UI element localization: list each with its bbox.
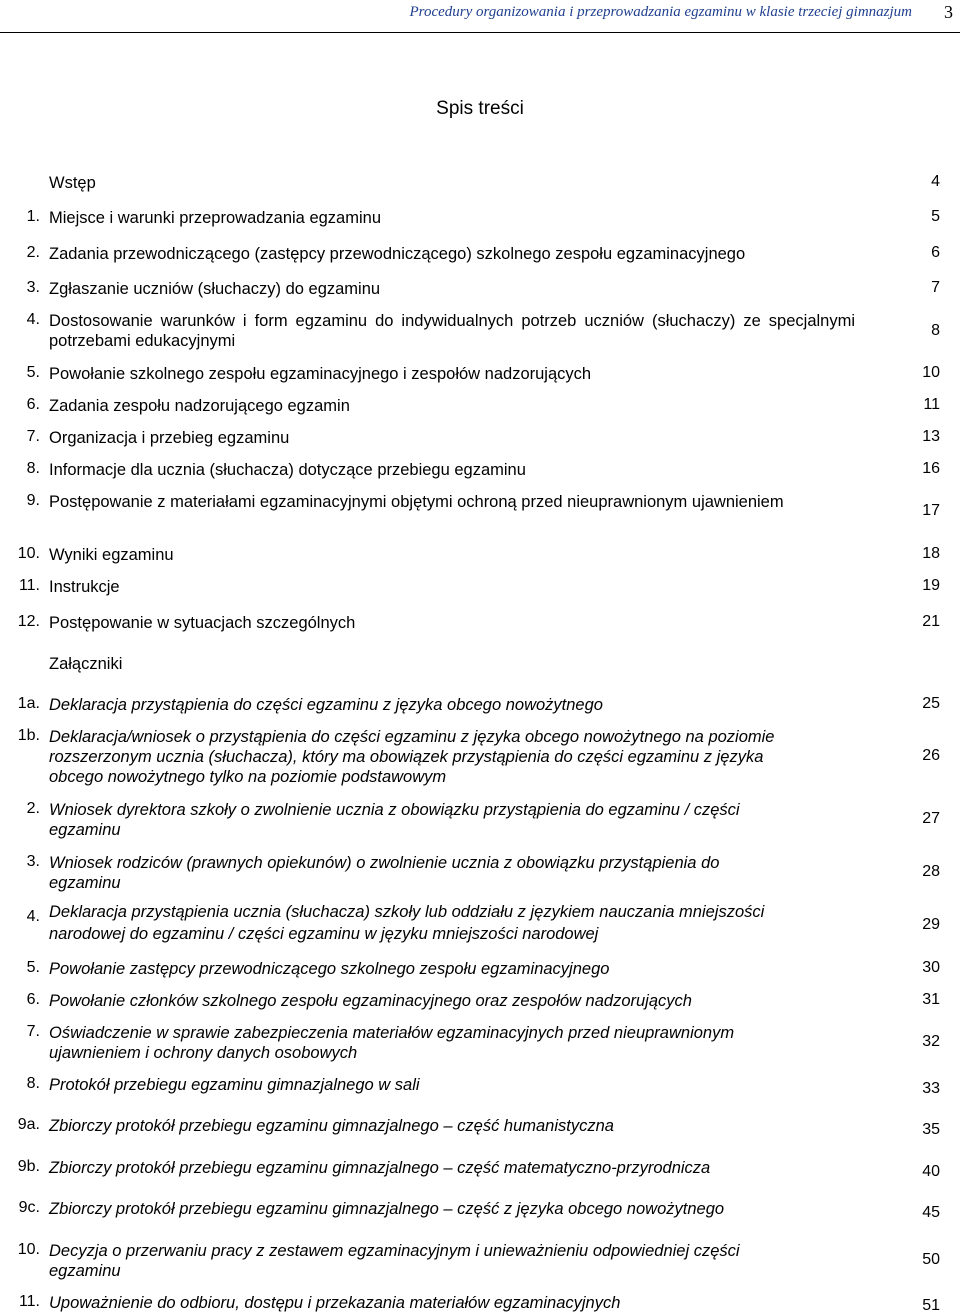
toc-entry-page: 10 <box>922 364 940 381</box>
toc-entry-page: 16 <box>922 460 940 477</box>
toc-entry-text: Zbiorczy protokół przebiegu egzaminu gimnazjalnego – część humanistyczna <box>49 1117 614 1135</box>
toc-entry-text: Upoważnienie do odbioru, dostępu i przekazania materiałów egzaminacyjnych <box>49 1294 621 1312</box>
toc-entry-page: 13 <box>922 428 940 445</box>
toc-entry-page: 27 <box>922 810 940 827</box>
toc-entry-number: 5. <box>26 959 40 976</box>
toc-entry-page: 40 <box>922 1163 940 1180</box>
toc-entry-number: 9a. <box>17 1116 40 1133</box>
toc-entry-number: 4. <box>26 311 40 328</box>
toc-entry-text: Instrukcje <box>49 578 120 596</box>
toc-entry-number: 3. <box>26 279 40 296</box>
toc-entry-text: Postępowanie z materiałami egzaminacyjnymi objętymi ochroną przed nieuprawnionym ujawnieniem <box>49 493 784 511</box>
toc-entry-page: 17 <box>922 502 940 519</box>
toc-entry-text: Zgłaszanie uczniów (słuchaczy) do egzaminu <box>49 280 381 298</box>
toc-entry-number: 2. <box>26 800 40 817</box>
toc-entry-page: 4 <box>931 173 940 190</box>
toc-entry-number: 5. <box>26 364 40 381</box>
toc-entry-page: 18 <box>922 545 940 562</box>
toc-entry-number: 1. <box>26 208 40 225</box>
toc-entry-number: 4. <box>26 908 40 925</box>
toc-entry-page: 50 <box>922 1251 940 1268</box>
toc-entry-page: 8 <box>931 322 940 339</box>
toc-entry-number: 9b. <box>17 1158 40 1175</box>
toc-entry-number: 9c. <box>18 1199 40 1216</box>
toc-entry-page: 26 <box>922 747 940 764</box>
toc-entry-text: Wniosek rodziców (prawnych opiekunów) o zwolnienie ucznia z obowiązku przystąpienia do egzaminu <box>49 854 720 892</box>
toc-entry-text: Powołanie zastępcy przewodniczącego szkolnego zespołu egzaminacyjnego <box>49 960 610 978</box>
toc-entry-page: 51 <box>922 1297 940 1314</box>
toc-entry-number: 9. <box>26 492 40 509</box>
toc-entry-page: 31 <box>922 991 940 1008</box>
toc-entry-number: 11. <box>18 577 40 594</box>
running-header <box>0 2 960 30</box>
toc-entry-text: Zbiorczy protokół przebiegu egzaminu gimnazjalnego – część matematyczno-przyrodnicza <box>49 1159 711 1177</box>
toc-entry-page: 7 <box>931 279 940 296</box>
toc-entry-text: Deklaracja przystąpienia do części egzaminu z języka obcego nowożytnego <box>49 696 603 714</box>
attachments-heading: Załączniki <box>49 655 123 673</box>
toc-entry-number: 12. <box>17 613 40 630</box>
toc-entry-number: 6. <box>26 991 40 1008</box>
header-page-number: 3 <box>944 2 953 22</box>
toc-entry-text: Zadania zespołu nadzorującego egzamin <box>49 397 350 415</box>
toc-entry-number: 1b. <box>17 727 40 744</box>
header-title: Procedury organizowania i przeprowadzania egzaminu w klasie trzeciej gimnazjum <box>409 4 912 20</box>
toc-entry-page: 21 <box>922 613 940 630</box>
toc-entry-text: Zadania przewodniczącego (zastępcy przewodniczącego) szkolnego zespołu egzaminacyjnego <box>49 245 746 263</box>
toc-entry-page: 45 <box>922 1204 940 1221</box>
toc-title: Spis treści <box>436 98 524 119</box>
toc-entry-page: 30 <box>922 959 940 976</box>
toc-entry-text: Organizacja i przebieg egzaminu <box>49 429 290 447</box>
toc-entry-number: 11. <box>18 1293 40 1310</box>
toc-entry-number: 7. <box>26 428 40 445</box>
toc-entry-text: Dostosowanie warunków i form egzaminu do indywidualnych potrzeb uczniów (słuchaczy) ze specjalnymi potrzebami edukacyjnymi <box>49 312 855 350</box>
toc-entry-text: Decyzja o przerwaniu pracy z zestawem egzaminacyjnym i unieważnieniu odpowiedniej części egzaminu <box>49 1242 740 1280</box>
toc-entry-page: 33 <box>922 1080 940 1097</box>
toc-entry-text: Informacje dla ucznia (słuchacza) dotyczące przebiegu egzaminu <box>49 461 526 479</box>
toc-entry-text: Wyniki egzaminu <box>49 546 174 564</box>
toc-entry-page: 32 <box>922 1033 940 1050</box>
toc-entry-number: 2. <box>26 244 40 261</box>
toc-entry-number: 1a. <box>17 695 40 712</box>
toc-entry-text: Deklaracja/wniosek o przystąpienia do części egzaminu z języka obcego nowożytnego na poziomie rozszerzonym ucznia (słuchacza), który ma obowiązek przystąpienia do części egzaminu z języka obcego nowożytnego tylko na poziomie podstawowym <box>49 728 775 786</box>
toc-entry-page: 35 <box>922 1121 940 1138</box>
toc-entry-text: Zbiorczy protokół przebiegu egzaminu gimnazjalnego – część z języka obcego nowożytnego <box>49 1200 725 1218</box>
toc-entry-text: Oświadczenie w sprawie zabezpieczenia materiałów egzaminacyjnych przed nieuprawnionym ujawnieniem i ochrony danych osobowych <box>49 1024 735 1062</box>
toc-entry-page: 29 <box>922 916 940 933</box>
toc-entry-number: 6. <box>26 396 40 413</box>
toc-entry-text: Protokół przebiegu egzaminu gimnazjalnego w sali <box>49 1076 420 1094</box>
toc-entry-text: Miejsce i warunki przeprowadzania egzaminu <box>49 209 381 227</box>
header-rule <box>0 32 960 33</box>
toc-entry-page: 28 <box>922 863 940 880</box>
toc-entry-number: 8. <box>26 460 40 477</box>
toc-entry-text: Deklaracja przystąpienia ucznia (słuchacza) szkoły lub oddziału z językiem nauczania mniejszości narodowej do egzaminu / części egzaminu w języku mniejszości narodowej <box>49 903 765 943</box>
toc-entry-page: 25 <box>922 695 940 712</box>
toc-entry-number: 10. <box>17 1241 40 1258</box>
toc-entry-text: Powołanie członków szkolnego zespołu egzaminacyjnego oraz zespołów nadzorujących <box>49 992 692 1010</box>
toc-entry-page: 5 <box>931 208 940 225</box>
toc-entry-text: Postępowanie w sytuacjach szczególnych <box>49 614 356 632</box>
toc-entry-text: Wstęp <box>49 174 96 192</box>
toc-entry-page: 6 <box>931 244 940 261</box>
toc-entry-page: 19 <box>922 577 940 594</box>
toc-entry-page: 11 <box>923 396 940 413</box>
toc-entry-number: 3. <box>26 853 40 870</box>
toc-entry-text: Powołanie szkolnego zespołu egzaminacyjnego i zespołów nadzorujących <box>49 365 592 383</box>
toc-entry-number: 8. <box>26 1075 40 1092</box>
toc-entry-number: 7. <box>26 1023 40 1040</box>
toc-entry-text: Wniosek dyrektora szkoły o zwolnienie ucznia z obowiązku przystąpienia do egzaminu / części egzaminu <box>49 801 740 839</box>
toc-entry-number: 10. <box>17 545 40 562</box>
